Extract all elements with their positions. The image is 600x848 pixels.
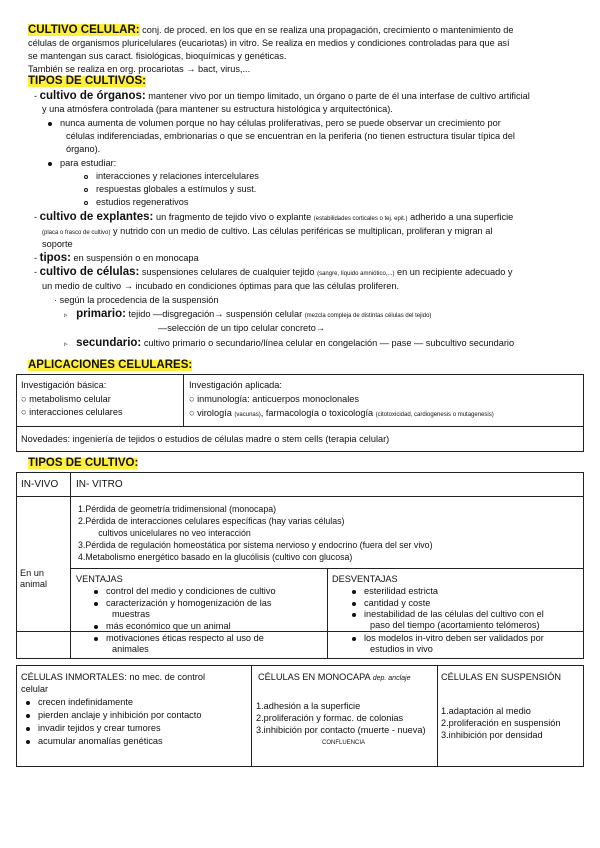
organos-text-1: mantener vivo por un tiempo limitado, un órgano o parte de él una interfase de cultivo artificial: [148, 91, 530, 101]
celulas-text-1a: suspensiones celulares de cualquier tejido: [141, 267, 315, 277]
organos-bullet-1-l2: células indiferenciadas, embrionarias o que se encuentran en la periferia (no tienen estructura tisular típica del: [66, 131, 515, 141]
desventaja-4-l2: estudios in vivo: [370, 644, 433, 654]
inmortales-item-2: [26, 710, 201, 721]
aplicada-item-1-text: inmunología: anticuerpos monoclonales: [197, 394, 360, 404]
header-row-divider: [16, 496, 584, 497]
tipos-text: en suspensión o en monocapa: [73, 253, 199, 263]
monocapa-title-line: [258, 672, 410, 684]
segun-line: · según la procedencia de la suspensión: [54, 295, 219, 305]
inmortales-item-4: [26, 736, 163, 747]
explantes-text-1a: un fragmento de tejido vivo o explante: [155, 212, 312, 222]
sub3-text: estudios regenerativos: [96, 197, 189, 207]
basica-item-1-text: metabolismo celular: [29, 394, 111, 404]
ventajas-divider: [327, 568, 328, 632]
desventaja-3-l2: paso del tiempo (acortamiento telómeros): [370, 620, 540, 630]
explantes-label: cultivo de explantes:: [39, 211, 154, 223]
organos-sub-2: [84, 184, 256, 195]
bullet-icon: [94, 625, 98, 629]
desventaja-1: [352, 586, 438, 597]
aplicaciones-heading: APLICACIONES CELULARES:: [28, 359, 193, 371]
primario-line-2: —selección de un tipo celular concreto→: [158, 323, 325, 333]
bullet-icon: [352, 613, 356, 617]
organos-line-1: - cultivo de órganos: mantener vivo por un tiempo limitado, un órgano o parte de él una interfase de cultivo artificial: [34, 90, 530, 102]
desventajas-title: DESVENTAJAS: [332, 574, 398, 584]
bullet-icon: [94, 637, 98, 641]
suspension-item-1: 1.adaptación al medio: [441, 706, 531, 716]
bullet-icon: [26, 727, 30, 731]
monocapa-item-3: 3.inhibición por contacto (muerte - nueva): [256, 725, 426, 735]
ventaja-3-text: más económico que un animal: [106, 621, 231, 631]
suspension-item-2: 2.proliferación en suspensión: [441, 718, 561, 728]
celulas-text-1b: en un recipiente adecuado y: [397, 267, 513, 277]
celulas-note-1: (sangre, líquido amniótico,...): [317, 271, 395, 277]
bullet-icon: [352, 602, 356, 606]
organos-bullet-1: [48, 118, 501, 129]
secundario-text: cultivo primario o secundario/línea celular en congelación — pase — subcultivo secundario: [143, 338, 515, 348]
inmortales-item-3: [26, 723, 161, 734]
desventaja-2-text: cantidad y coste: [364, 598, 431, 608]
monocapa-note: dep. anclaje: [372, 675, 411, 682]
primario-line-1: [64, 309, 431, 322]
triangle-bullet-icon: ▹: [64, 341, 68, 348]
organos-line-2: y una atmósfera controlada (para mantener su estructura histológica y arquitectónica).: [42, 104, 393, 114]
ventaja-4-text: motivaciones éticas respecto al uso de: [106, 633, 264, 643]
bullet2-text: para estudiar:: [60, 158, 117, 168]
celulas-divider-1: [251, 665, 252, 767]
suspension-item-3: 3.inhibición por densidad: [441, 730, 543, 740]
ventaja-4: [94, 633, 264, 644]
ventajas-title: VENTAJAS: [76, 574, 123, 584]
suspension-title: CÉLULAS EN SUSPENSIÓN: [441, 672, 561, 682]
bullet-icon: [94, 602, 98, 606]
ventaja-3: [94, 621, 231, 632]
celulas-line-2: un medio de cultivo → incubado en condiciones óptimas para que las células proliferen.: [42, 281, 399, 291]
inmortales-item-4-text: acumular anomalías genéticas: [38, 736, 163, 746]
ventaja-2: [94, 598, 271, 609]
invitro-list-3: 3.Pérdida de regulación homeostática por sistema nervioso y endocrino (fuera del ser vivo): [78, 540, 433, 550]
inmortales-line-2: celular: [21, 684, 49, 694]
celulas-label: cultivo de células:: [39, 266, 140, 278]
invivo-header: IN-VIVO: [21, 479, 59, 490]
primario-label: primario:: [76, 308, 126, 320]
tipos-cultivos-heading: TIPOS DE CULTIVOS:: [28, 75, 146, 87]
ventaja-2-text: caracterización y homogenización de las: [106, 598, 272, 608]
primario-note: (mezcla compleja de distintas células del tejido): [304, 313, 432, 319]
basica-title: Investigación básica:: [21, 380, 107, 390]
invitro-list-2: 2.Pérdida de interacciones celulares específicas (hay varias células): [78, 516, 345, 526]
bullet-icon: [352, 637, 356, 641]
basica-item-1: [21, 394, 111, 405]
inmortales-desc: no mec. de control: [129, 672, 206, 682]
segun-text: según la procedencia de la suspensión: [59, 295, 219, 305]
organos-sub-3: [84, 197, 188, 208]
explantes-line-3: soporte: [42, 239, 73, 249]
en-animal-2: animal: [20, 579, 48, 589]
tipos-label: tipos:: [39, 252, 71, 264]
explantes-text-1b: adherido a una superficie: [410, 212, 514, 222]
aplicada-item-2: [189, 408, 494, 421]
organos-bullet-2: [48, 158, 116, 169]
explantes-note-2: (placa o frasco de cultivo): [42, 230, 111, 236]
organos-bullet-1-l3: órgano).: [66, 144, 101, 154]
aplicada-item-2b: , farmacología o toxicología: [260, 408, 374, 418]
celulas-line-1: - cultivo de células: suspensiones celulares de cualquier tejido (sangre, líquido amniótico,...) en un recipiente adecuado y: [34, 266, 513, 278]
bullet-icon: [48, 162, 52, 166]
ventaja-1: [94, 586, 276, 597]
inmortales-title: CÉLULAS INMORTALES:: [21, 672, 127, 682]
table-border-left-ext: [16, 632, 17, 658]
explantes-text-2: y nutrido con un medio de cultivo. Las células periféricas se multiplican, proliferan y migran al: [112, 226, 493, 236]
invitro-list-4: 4.Metabolismo energético basado en la glucólisis (cultivo con glucosa): [78, 552, 353, 562]
bullet-icon: [48, 122, 52, 126]
bullet1-text-1: nunca aumenta de volumen porque no hay células proliferativas, pero se puede observar un crecimiento por: [60, 118, 501, 128]
aplicaciones-divider: [183, 374, 184, 426]
ventaja-1-text: control del medio y condiciones de cultivo: [106, 586, 276, 596]
explantes-line-1: - cultivo de explantes: un fragmento de tejido vivo o explante (estabilidades corticales o tej. epit.) adherido a una superficie: [34, 211, 514, 223]
celulas-divider-2: [437, 665, 438, 767]
bullet-icon: [94, 590, 98, 594]
aplicada-item-2a: virología: [197, 408, 232, 418]
bullet-icon: [26, 740, 30, 744]
invitro-list-1: 1.Pérdida de geometría tridimensional (monocapa): [78, 504, 277, 514]
secundario-label: secundario:: [76, 337, 142, 349]
intro-line-1: [28, 25, 513, 36]
aplicada-note-2: (citotoxicidad, cardiogenesis o mutagenesis): [375, 412, 494, 418]
inmortales-line-1: [21, 672, 205, 683]
inmortales-item-1: [26, 697, 133, 708]
inmortales-item-3-text: invadir tejidos y crear tumores: [38, 723, 161, 733]
table-border-right-ext: [583, 632, 584, 658]
basica-item-2: [21, 407, 123, 418]
circle-bullet-icon: ○: [189, 408, 198, 418]
intro-text-1: conj. de proced. en los que en se realiza una propagación, crecimiento o mantenimiento de: [142, 25, 514, 35]
invitro-list-2b: cultivos unicelulares no veo interacción: [86, 528, 251, 538]
desventaja-3-text: inestabilidad de las células del cultivo con el: [364, 609, 544, 619]
secundario-line: [64, 338, 514, 350]
intro-line-4: También se realiza en org. procariotas → bact, virus,...: [28, 64, 251, 74]
primario-text-1: tejido —disgregación→ suspensión celular: [128, 309, 303, 319]
table-divider-ext: [70, 632, 71, 658]
table-bottom-border: [16, 658, 584, 659]
circle-bullet-icon: ○: [21, 394, 30, 404]
bullet-icon: [26, 701, 30, 705]
organos-label: cultivo de órganos:: [39, 90, 146, 102]
bullet-icon: [352, 590, 356, 594]
intro-title: CULTIVO CELULAR:: [28, 24, 140, 36]
triangle-bullet-icon: ▹: [64, 312, 68, 319]
inmortales-item-2-text: pierden anclaje y inhibición por contacto: [38, 710, 202, 720]
bullet-icon: [26, 714, 30, 718]
sub2-text: respuestas globales a estímulos y sust.: [96, 184, 257, 194]
inmortales-item-1-text: crecen indefinidamente: [38, 697, 133, 707]
circle-bullet-icon: [84, 175, 88, 179]
tipos-line: - tipos: en suspensión o en monocapa: [34, 252, 199, 264]
invitro-header: IN- VITRO: [76, 479, 123, 490]
circle-bullet-icon: [84, 188, 88, 192]
monocapa-title: CÉLULAS EN MONOCAPA: [258, 672, 371, 682]
circle-bullet-icon: [84, 201, 88, 205]
en-animal-1: En un: [20, 568, 45, 578]
novedades: Novedades: ingeniería de tejidos o estudios de células madre o stem cells (terapia celular): [21, 434, 390, 444]
tipos-cultivo-heading: TIPOS DE CULTIVO:: [28, 457, 139, 469]
explantes-note-1: (estabilidades corticales o tej. epit.): [313, 216, 408, 222]
basica-item-2-text: interacciones celulares: [29, 407, 123, 417]
monocapa-item-2: 2.proliferación y formac. de colonias: [256, 713, 404, 723]
organos-sub-1: [84, 171, 259, 182]
intro-line-2: células de organismos pluricelulares (eucariotas) in vitro. Se realiza en medios y condiciones controladas para que así: [28, 38, 510, 48]
desventaja-3: [352, 609, 544, 620]
ventaja-2-l2: muestras: [112, 609, 150, 619]
aplicada-note-1: (vacunas): [234, 412, 261, 418]
monocapa-item-1: 1.adhesión a la superficie: [256, 701, 361, 711]
desventaja-4-text: los modelos in-vitro deben ser validados por: [364, 633, 544, 643]
explantes-line-2: [42, 226, 492, 239]
desventaja-2: [352, 598, 430, 609]
desventaja-4: [352, 633, 544, 644]
aplicada-item-1: [189, 394, 359, 405]
desventaja-1-text: esterilidad estricta: [364, 586, 439, 596]
aplicada-title: Investigación aplicada:: [189, 380, 282, 390]
aplicaciones-row-divider: [16, 426, 584, 427]
circle-bullet-icon: ○: [189, 394, 198, 404]
ventajas-divider-ext: [327, 632, 328, 658]
ventaja-4-l2: animales: [112, 644, 149, 654]
intro-line-3: se mantengan sus caract. fisiológicas, bioquímicas y genéticas.: [28, 51, 287, 61]
circle-bullet-icon: ○: [21, 407, 30, 417]
monocapa-confluencia: CONFLUENCIA: [322, 740, 366, 746]
sub1-text: interacciones y relaciones intercelulares: [96, 171, 259, 181]
